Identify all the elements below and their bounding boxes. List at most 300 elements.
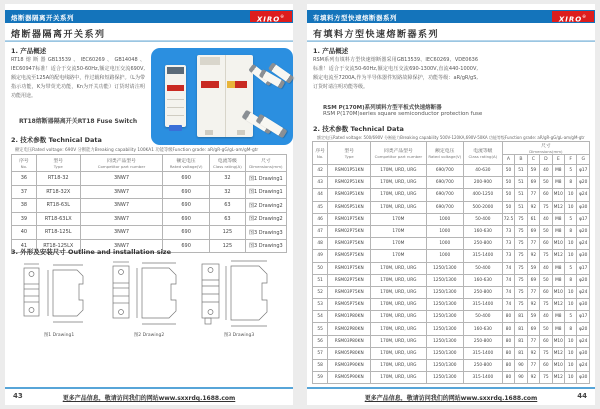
table-cell: 59 <box>527 165 539 177</box>
table-row <box>12 172 287 186</box>
table-cell: 63 <box>210 212 246 226</box>
table-cell: RSM02P80KN <box>328 323 371 335</box>
table-row <box>313 372 590 384</box>
indicator-window <box>167 85 184 91</box>
table-row <box>12 199 287 213</box>
series-header-title: 有填料方型快速熔断器系列 <box>313 14 397 22</box>
table-cell: φ30 <box>577 250 590 262</box>
table-cell: 77 <box>527 286 539 298</box>
table-cell: 45 <box>313 201 328 213</box>
table-cell: RT18-125LX <box>36 239 80 253</box>
registered-mark: ® <box>280 14 286 19</box>
table-cell: RT18-63L <box>36 199 80 213</box>
drawing-figure-2 <box>107 258 191 354</box>
table-cell: 60 <box>540 335 552 347</box>
table-cell: RT18-32X <box>36 185 80 199</box>
table-cell: RSM03P75KN <box>328 238 371 250</box>
drawing-caption: 图2 Drawing2 <box>133 333 165 338</box>
drawing-figure-1 <box>17 258 101 354</box>
table-cell: 170M, URD, URG <box>371 323 426 335</box>
table-cell: 170M, URD, URG <box>371 286 426 298</box>
table-cell: 690 <box>163 172 210 186</box>
table-cell: 图3 Drawing3 <box>245 239 286 253</box>
table-cell: 77 <box>527 238 539 250</box>
table-row <box>313 238 590 250</box>
page-number: 43 <box>13 392 23 400</box>
table-cell: 1000 <box>426 250 463 262</box>
table-cell: 74 <box>502 286 514 298</box>
table-cell: 75 <box>515 225 527 237</box>
table-cell: 1250/1300 <box>426 360 463 372</box>
table-row <box>313 250 590 262</box>
table-row <box>313 286 590 298</box>
col-header-no: 序号 No. <box>313 142 328 165</box>
footer-rule <box>307 387 595 389</box>
table-cell: 37 <box>12 185 37 199</box>
table-cell: 50-400 <box>463 262 502 274</box>
table-cell: RSM03P51KN <box>328 189 371 201</box>
table-cell: 81 <box>515 311 527 323</box>
footer-rule <box>5 387 293 389</box>
col-header-competitor: 同类产品型号 Competitor part number <box>371 142 426 165</box>
table-cell: 39 <box>12 212 37 226</box>
table-cell: 59 <box>527 262 539 274</box>
table-cell: 170M, URD, URG <box>371 311 426 323</box>
table-cell: φ20 <box>577 323 590 335</box>
website-link[interactable]: 更多产品信息，敬请访问我们的网站www.sxxrdq.1688.com <box>62 395 236 402</box>
table-cell: 92 <box>527 299 539 311</box>
table-cell: 51 <box>515 177 527 189</box>
table-cell: 1250/1300 <box>426 311 463 323</box>
table-cell: 160-630 <box>463 225 502 237</box>
fuse-holder-double <box>197 55 253 137</box>
table-cell: 40 <box>540 213 552 225</box>
catalog-page-right <box>307 4 595 405</box>
table-cell: 8 <box>565 323 577 335</box>
technical-data-table <box>312 141 590 384</box>
table-cell: 250-800 <box>463 238 502 250</box>
table-cell: M8 <box>552 274 564 286</box>
table-cell: 51 <box>515 165 527 177</box>
table-cell: RT18-125L <box>36 226 80 240</box>
table-cell: 49 <box>313 250 328 262</box>
table-cell: RSM02P51KN <box>328 177 371 189</box>
table-cell: 46 <box>313 213 328 225</box>
table-cell: 170M, URD, URG <box>371 201 426 213</box>
table-cell: 10 <box>565 201 577 213</box>
col-header-voltage: 额定电压 Rated voltage(V) <box>426 142 463 165</box>
table-cell: M12 <box>552 299 564 311</box>
table-cell: 75 <box>540 250 552 262</box>
table-cell: RSM01P51KN <box>328 165 371 177</box>
table-cell: 36 <box>12 172 37 186</box>
table-cell: 90 <box>515 360 527 372</box>
table-row <box>313 225 590 237</box>
table-cell: 170M, URD, URG <box>371 274 426 286</box>
table-cell: 10 <box>565 347 577 359</box>
table-cell: 170M <box>371 225 426 237</box>
table-cell: 50 <box>540 177 552 189</box>
table-cell: 图2 Drawing2 <box>245 212 286 226</box>
dim-col-d: D <box>540 155 552 165</box>
table-cell: φ20 <box>577 274 590 286</box>
dim-col-g: G <box>577 155 590 165</box>
section2-heading: 2. 技术参数 Technical Data <box>11 136 102 144</box>
table-cell: 图1 Drawing1 <box>245 172 286 186</box>
table-cell: 32 <box>210 185 246 199</box>
table-cell: 75 <box>515 238 527 250</box>
table-cell: 250-800 <box>463 360 502 372</box>
table-cell: RT18-63LX <box>36 212 80 226</box>
table-cell: 50 <box>502 201 514 213</box>
table-cell: M10 <box>552 286 564 298</box>
table-cell: 54 <box>313 311 328 323</box>
table-cell: 3NW7 <box>80 172 163 186</box>
table-cell: 75 <box>515 250 527 262</box>
table-cell: 92 <box>527 372 539 384</box>
table-cell: φ20 <box>577 177 590 189</box>
table-cell: 500-2000 <box>463 201 502 213</box>
col-header-no: 序号 No. <box>12 155 37 172</box>
table-cell: 10 <box>565 250 577 262</box>
table-cell: 1250/1300 <box>426 286 463 298</box>
table-cell: 10 <box>565 360 577 372</box>
table-cell: φ24 <box>577 360 590 372</box>
dim-col-f: F <box>565 155 577 165</box>
table-cell: 44 <box>313 189 328 201</box>
table-cell: 69 <box>527 177 539 189</box>
table-cell: M10 <box>552 335 564 347</box>
table-cell: 315-1400 <box>463 250 502 262</box>
indicator-window <box>227 81 235 88</box>
product-name: RT18熔断器隔离开关RT18 Fuse Switch <box>19 118 138 125</box>
table-cell: 10 <box>565 299 577 311</box>
col-header-class: 电流等级 Class rating(A) <box>463 142 502 165</box>
table-cell: 51 <box>515 189 527 201</box>
table-cell: 75 <box>515 213 527 225</box>
table-cell: 50 <box>502 177 514 189</box>
brand-logo: XIRO® <box>552 11 594 22</box>
page-title: 有填料方型快速熔断器系列 <box>313 30 440 40</box>
table-cell: RSM01P75KN <box>328 213 371 225</box>
table-cell: 80 <box>502 311 514 323</box>
registered-mark: ® <box>582 14 588 19</box>
table-cell: 图2 Drawing2 <box>245 199 286 213</box>
table-cell: 690 <box>163 199 210 213</box>
product-name-en: RSM P(170M)series square semiconductor protection fuse <box>323 111 483 117</box>
table-cell: φ17 <box>577 311 590 323</box>
table-cell: 5 <box>565 262 577 274</box>
table-cell: M10 <box>552 189 564 201</box>
table-cell: 690/700 <box>426 189 463 201</box>
table-cell: 3NW7 <box>80 212 163 226</box>
table-cell: 75 <box>540 347 552 359</box>
table-cell: 5 <box>565 213 577 225</box>
table-cell: 69 <box>527 274 539 286</box>
table-cell: 75 <box>540 299 552 311</box>
table-cell: 73 <box>502 250 514 262</box>
table-cell: 75 <box>515 274 527 286</box>
outline-drawing-svg <box>199 258 279 330</box>
table-cell: 73 <box>502 238 514 250</box>
table-cell: 81 <box>515 335 527 347</box>
table-row <box>12 185 287 199</box>
table-cell: 48 <box>313 238 328 250</box>
table-cell: φ17 <box>577 262 590 274</box>
series-header-bar <box>307 10 595 23</box>
table-cell: 50 <box>313 262 328 274</box>
table-cell: 69 <box>527 323 539 335</box>
section1-heading: 1. 产品概述 <box>313 47 349 55</box>
table-cell: 74 <box>502 274 514 286</box>
table-cell: 53 <box>313 299 328 311</box>
table-cell: 60 <box>540 286 552 298</box>
table-row <box>313 311 590 323</box>
dim-col-b: B <box>515 155 527 165</box>
table-cell: 10 <box>565 372 577 384</box>
series-header-bar <box>5 10 293 23</box>
table-cell: 170M, URD, URG <box>371 372 426 384</box>
table-header-row <box>313 142 590 155</box>
col-header-dimensions: 尺寸 Dimensions(mm) <box>502 142 589 155</box>
table-note: 额定电压Rated voltage: 690V 分断能力Breaking capability 100KA1 功能等级Function grade: aR/gR-gG/gL-am/gM-gtr <box>15 148 259 153</box>
table-cell: 40 <box>540 262 552 274</box>
table-cell: 32 <box>210 172 246 186</box>
table-cell: 43 <box>313 177 328 189</box>
col-header-type: 型号 Type <box>328 142 371 165</box>
table-cell: 55 <box>313 323 328 335</box>
title-rule <box>307 40 595 42</box>
footer-text <box>307 393 595 402</box>
table-row <box>313 299 590 311</box>
table-cell: M8 <box>552 225 564 237</box>
table-cell: 42 <box>313 165 328 177</box>
table-cell: 52 <box>313 286 328 298</box>
section1-heading: 1. 产品概述 <box>11 47 47 55</box>
table-cell: 400-1250 <box>463 189 502 201</box>
table-cell: 75 <box>540 372 552 384</box>
table-cell: 56 <box>313 335 328 347</box>
table-cell: 75 <box>515 262 527 274</box>
table-cell: RSM05P51KN <box>328 201 371 213</box>
table-cell: 690 <box>163 212 210 226</box>
table-row <box>12 212 287 226</box>
table-cell: 80 <box>502 360 514 372</box>
table-cell: 10 <box>565 335 577 347</box>
dim-col-c: C <box>527 155 539 165</box>
table-cell: 51 <box>313 274 328 286</box>
table-row <box>313 323 590 335</box>
table-cell: M8 <box>552 165 564 177</box>
indicator-window <box>201 81 219 88</box>
table-cell: 10 <box>565 189 577 201</box>
table-cell: 40 <box>540 311 552 323</box>
drawing-figure-3 <box>197 258 281 354</box>
table-cell: φ24 <box>577 335 590 347</box>
page-number: 44 <box>577 392 587 400</box>
table-note: 额定电压Rated voltage: 500/690V 分断能力Breaking capability 500V-120KA,690V-50KA 功能等级Function grade: aR/gR-gG/gL-am/gM-gtr <box>317 135 585 140</box>
table-cell: 5 <box>565 311 577 323</box>
table-cell: 690/700 <box>426 177 463 189</box>
table-cell: 1250/1300 <box>426 299 463 311</box>
table-cell: 690/700 <box>426 165 463 177</box>
table-cell: RSM03P80KN <box>328 335 371 347</box>
catalog-page-left <box>5 4 293 405</box>
table-cell: 50 <box>502 165 514 177</box>
table-cell: 75 <box>515 286 527 298</box>
table-cell: 50 <box>540 274 552 286</box>
table-cell: RT18-32 <box>36 172 80 186</box>
table-cell: 170M, URD, URG <box>371 347 426 359</box>
table-cell: 125 <box>210 226 246 240</box>
table-cell: φ17 <box>577 165 590 177</box>
table-cell: RSM01P80KN <box>328 311 371 323</box>
table-row <box>12 226 287 240</box>
footer-text <box>5 393 293 402</box>
outline-drawing-svg <box>109 258 189 330</box>
outline-drawings <box>11 258 287 354</box>
table-cell: M8 <box>552 177 564 189</box>
table-cell: 60 <box>540 360 552 372</box>
table-cell: φ30 <box>577 372 590 384</box>
table-cell: 40 <box>12 226 37 240</box>
table-cell: φ30 <box>577 201 590 213</box>
col-header-dimensions: 尺寸 Dimensions(mm) <box>245 155 286 172</box>
section3-heading: 3. 外形及安装尺寸 Outline and installation size <box>11 248 172 256</box>
table-cell: 60 <box>540 189 552 201</box>
table-cell: 80 <box>502 335 514 347</box>
table-cell: 315-1400 <box>463 372 502 384</box>
table-cell: 47 <box>313 225 328 237</box>
table-cell: 8 <box>565 225 577 237</box>
website-link[interactable]: 更多产品信息，敬请访问我们的网站www.sxxrdq.1688.com <box>364 395 538 402</box>
table-cell: M12 <box>552 250 564 262</box>
table-cell: 50 <box>540 323 552 335</box>
table-cell: RSM02P75KN <box>328 225 371 237</box>
table-cell: 5 <box>565 165 577 177</box>
table-cell: 图1 Drawing1 <box>245 185 286 199</box>
col-header-voltage: 额定电压 Rated voltage(V) <box>163 155 210 172</box>
dim-col-a: A <box>502 155 514 165</box>
product-photo <box>151 48 293 145</box>
title-rule <box>5 40 293 42</box>
fuse-holder-label <box>167 67 184 74</box>
table-row <box>313 189 590 201</box>
drawing-caption: 图3 Drawing3 <box>223 333 255 338</box>
table-cell: 125 <box>210 239 246 253</box>
table-cell: 75 <box>540 201 552 213</box>
table-cell: 250-800 <box>463 286 502 298</box>
table-cell: RSM05P90KN <box>328 372 371 384</box>
table-cell: RSM01P75KN <box>328 262 371 274</box>
table-cell: 170M, URD, URG <box>371 177 426 189</box>
table-cell: 3NW7 <box>80 239 163 253</box>
table-cell: φ24 <box>577 189 590 201</box>
table-cell: 74 <box>502 299 514 311</box>
table-cell: 3NW7 <box>80 185 163 199</box>
table-cell: 315-1400 <box>463 347 502 359</box>
table-cell: M12 <box>552 372 564 384</box>
table-cell: 40 <box>540 165 552 177</box>
table-cell: 50-400 <box>463 311 502 323</box>
din-rail-clip <box>169 125 182 131</box>
table-cell: M12 <box>552 347 564 359</box>
col-header-competitor: 同类产品型号 Competitor part number <box>80 155 163 172</box>
table-cell: 1000 <box>426 213 463 225</box>
table-cell: 72.5 <box>502 213 514 225</box>
section2-heading: 2. 技术参数 Technical Data <box>313 125 404 133</box>
series-header-title: 熔断器隔离开关系列 <box>11 14 74 22</box>
table-cell: M8 <box>552 262 564 274</box>
table-row <box>313 177 590 189</box>
table-cell: 50 <box>502 189 514 201</box>
table-cell: M10 <box>552 238 564 250</box>
table-cell: 1250/1300 <box>426 335 463 347</box>
table-cell: 41 <box>12 239 37 253</box>
table-cell: 170M <box>371 238 426 250</box>
table-cell: 92 <box>527 347 539 359</box>
table-cell: φ24 <box>577 286 590 298</box>
table-cell: 200-900 <box>463 177 502 189</box>
dim-col-e: E <box>552 155 564 165</box>
table-cell: 80 <box>502 347 514 359</box>
table-cell: 690/700 <box>426 201 463 213</box>
table-cell: 81 <box>515 347 527 359</box>
table-cell: 250-800 <box>463 335 502 347</box>
table-header-row <box>12 155 287 172</box>
table-cell: 1250/1300 <box>426 347 463 359</box>
table-cell: RSM05P80KN <box>328 347 371 359</box>
table-cell: 60 <box>540 238 552 250</box>
table-cell: 69 <box>527 225 539 237</box>
table-cell: 170M <box>371 250 426 262</box>
table-cell: 170M, URD, URG <box>371 262 426 274</box>
table-cell: 80 <box>502 323 514 335</box>
table-cell: 50-400 <box>463 213 502 225</box>
table-cell: 73 <box>502 225 514 237</box>
table-cell: φ20 <box>577 225 590 237</box>
table-cell: 57 <box>313 347 328 359</box>
table-cell: 77 <box>527 360 539 372</box>
table-cell: 90 <box>515 372 527 384</box>
table-cell: 690 <box>163 239 210 253</box>
table-cell: 81 <box>515 323 527 335</box>
table-cell: 63 <box>210 199 246 213</box>
table-cell: 1250/1300 <box>426 372 463 384</box>
table-cell: 75 <box>515 299 527 311</box>
table-cell: φ17 <box>577 213 590 225</box>
table-cell: 40-630 <box>463 165 502 177</box>
table-row <box>313 201 590 213</box>
table-cell: M8 <box>552 213 564 225</box>
table-row <box>313 274 590 286</box>
table-row <box>313 360 590 372</box>
table-cell: 92 <box>527 201 539 213</box>
drawing-caption: 图1 Drawing1 <box>43 333 75 338</box>
table-cell: 690 <box>163 185 210 199</box>
table-cell: 50 <box>540 225 552 237</box>
table-cell: 170M, URD, URG <box>371 335 426 347</box>
table-cell: 8 <box>565 177 577 189</box>
table-cell: 61 <box>527 213 539 225</box>
table-cell: 51 <box>515 201 527 213</box>
table-cell: 160-630 <box>463 274 502 286</box>
table-cell: 3NW7 <box>80 226 163 240</box>
table-cell: M10 <box>552 360 564 372</box>
table-cell: RSM03P90KN <box>328 360 371 372</box>
table-cell: 170M, URD, URG <box>371 189 426 201</box>
table-cell: 170M, URD, URG <box>371 299 426 311</box>
